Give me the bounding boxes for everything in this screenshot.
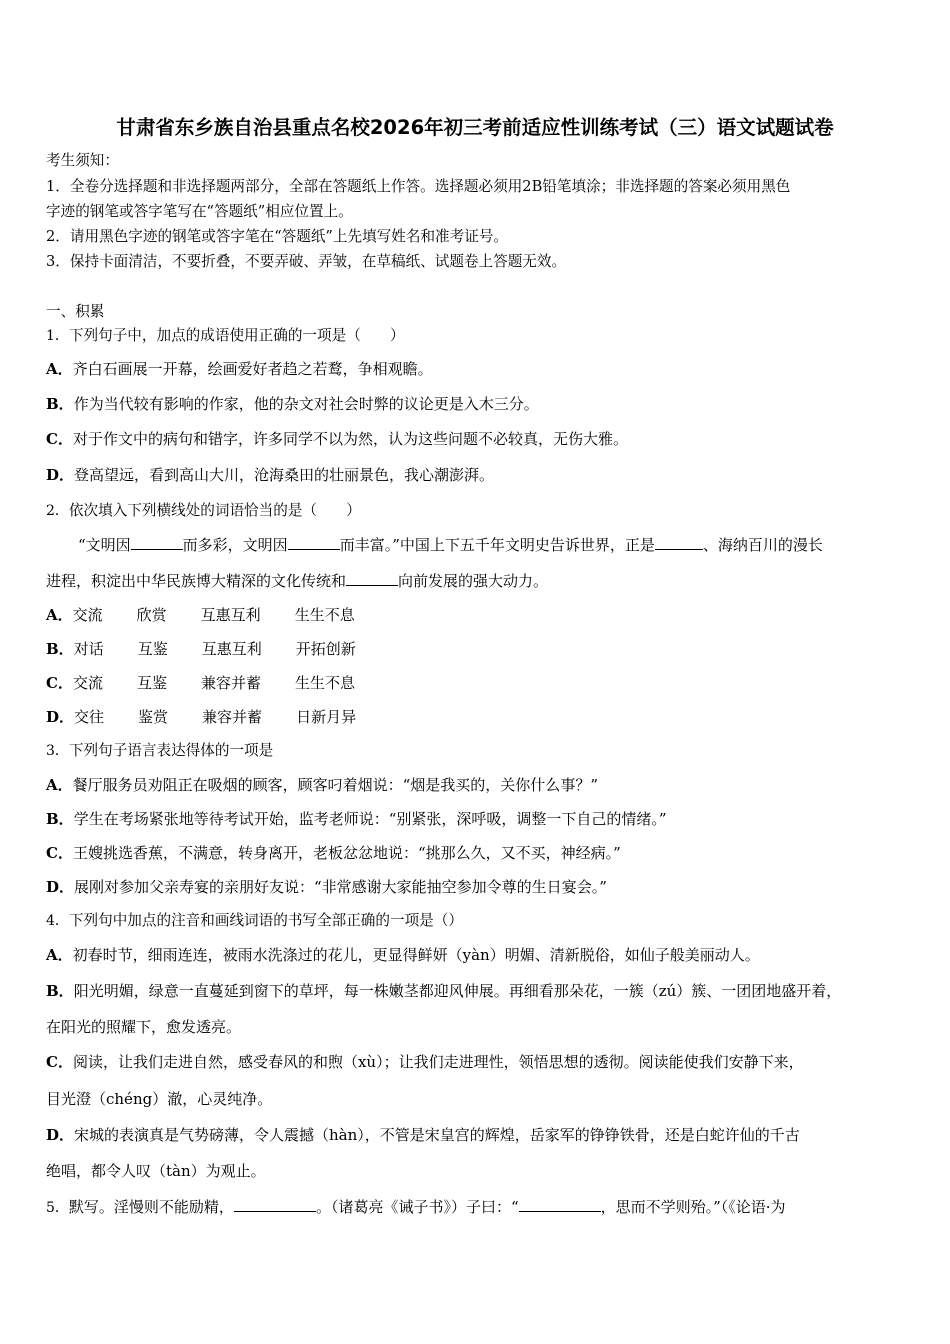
question-2-passage-line-1: “文明因 而多彩，文明因 而丰富。”中国上下五千年文明史告诉世界，正是 、海纳百川的漫长 [78,536,823,554]
fill-blank[interactable] [234,1197,316,1212]
question-3-option-c: C．王嫂挑选香蕉，不满意，转身离开，老板忿忿地说：“挑那么久，又不买，神经病。” [46,844,621,862]
question-4-option-b-line-1: B．阳光明媚，绿意一直蔓延到窗下的草坪，每一株嫩茎都迎风伸展。再细看那朵花，一簇（zú）簇、一团团地盛开着， [46,982,842,1000]
question-number: 5． [46,1200,69,1216]
question-4-stem: 4．下列句中加点的注音和画线词语的书写全部正确的一项是（） [46,912,463,929]
notice-heading: 考生须知： [46,152,119,169]
question-number: 4． [46,913,69,929]
question-3-option-d: D．展刚对参加父亲寿宴的亲朋好友说：“非常感谢大家能抽空参加令尊的生日宴会。” [46,878,607,896]
question-4-option-c-line-2: 目光澄（chéng）澈，心灵纯净。 [46,1090,273,1108]
question-2-stem: 2．依次填入下列横线处的词语恰当的是（ ） [46,502,361,519]
question-3-option-a: A．餐厅服务员劝阻正在吸烟的顾客，顾客叼着烟说：“烟是我买的，关你什么事？” [46,776,598,794]
question-2-option-b: B．对话 互鉴 互惠互利 开拓创新 [46,640,356,658]
question-2-option-c: C．交流 互鉴 兼容并蓄 生生不息 [46,674,356,692]
question-4-option-b-line-2: 在阳光的照耀下，愈发透亮。 [46,1018,242,1036]
question-number: 1． [46,328,69,344]
question-2-option-a: A．交流 欣赏 互惠互利 生生不息 [46,606,355,624]
question-3-stem: 3．下列句子语言表达得体的一项是 [46,742,274,759]
fill-blank[interactable] [288,535,340,550]
notice-item-1-line-1: 1．全卷分选择题和非选择题两部分，全部在答题纸上作答。选择题必须用2B铅笔填涂；非选择题的答案必须用黑色 [46,178,791,195]
notice-item-2: 2．请用黑色字迹的钢笔或答字笔在“答题纸”上先填写姓名和准考证号。 [46,228,509,245]
question-2-option-d: D．交往 鉴赏 兼容并蓄 日新月异 [46,708,357,726]
fill-blank[interactable] [131,535,183,550]
fill-blank[interactable] [655,535,703,550]
section-heading: 一、积累 [46,303,105,320]
question-1-option-c: C．对于作文中的病句和错字，许多同学不以为然，认为这些问题不必较真，无伤大雅。 [46,430,628,448]
fill-blank[interactable] [519,1197,601,1212]
question-3-option-b: B．学生在考场紧张地等待考试开始，监考老师说：“别紧张，深呼吸，调整一下自己的情绪。” [46,810,667,828]
question-1-stem: 1．下列句子中，加点的成语使用正确的一项是（ ） [46,327,405,344]
notice-item-3: 3．保持卡面清洁，不要折叠，不要弄破、弄皱，在草稿纸、试题卷上答题无效。 [46,253,567,270]
notice-item-1-line-2: 字迹的钢笔或答字笔写在“答题纸”相应位置上。 [46,203,353,220]
question-4-option-d-line-2: 绝唱，都令人叹（tàn）为观止。 [46,1162,266,1180]
question-1-option-b: B．作为当代较有影响的作家，他的杂文对社会时弊的议论更是入木三分。 [46,395,539,413]
question-4-option-a: A．初春时节，细雨连连，被雨水洗涤过的花儿，更显得鲜妍（yàn）明媚、清新脱俗，如仙子般美丽动人。 [46,946,760,964]
question-2-passage-line-2: 进程，积淀出中华民族博大精深的文化传统和 向前发展的强大动力。 [46,572,549,590]
fill-blank[interactable] [346,571,398,586]
question-1-option-d: D．登高望远，看到高山大川，沧海桑田的壮丽景色，我心潮澎湃。 [46,466,495,484]
exam-title: 甘肃省东乡族自治县重点名校2026年初三考前适应性训练考试（三）语文试题试卷 [116,116,834,139]
question-4-option-d-line-1: D．宋城的表演真是气势磅薄，令人震撼（hàn），不管是宋皇宫的辉煌，岳家军的铮铮铁骨，还是白蛇许仙的千古 [46,1126,800,1144]
question-number: 3． [46,743,69,759]
question-number: 2． [46,503,69,519]
question-1-option-a: A．齐白石画展一开幕，绘画爱好者趋之若鹜，争相观瞻。 [46,360,433,378]
question-4-option-c-line-1: C．阅读，让我们走进自然，感受春风的和煦（xù）；让我们走进理性，领悟思想的透彻。阅读能使我们安静下来， [46,1053,804,1071]
question-5-stem: 5．默写。淫慢则不能励精， 。（诸葛亮《诫子书》）子曰：“ ，思而不学则殆。”（《论语·为 [46,1198,786,1216]
